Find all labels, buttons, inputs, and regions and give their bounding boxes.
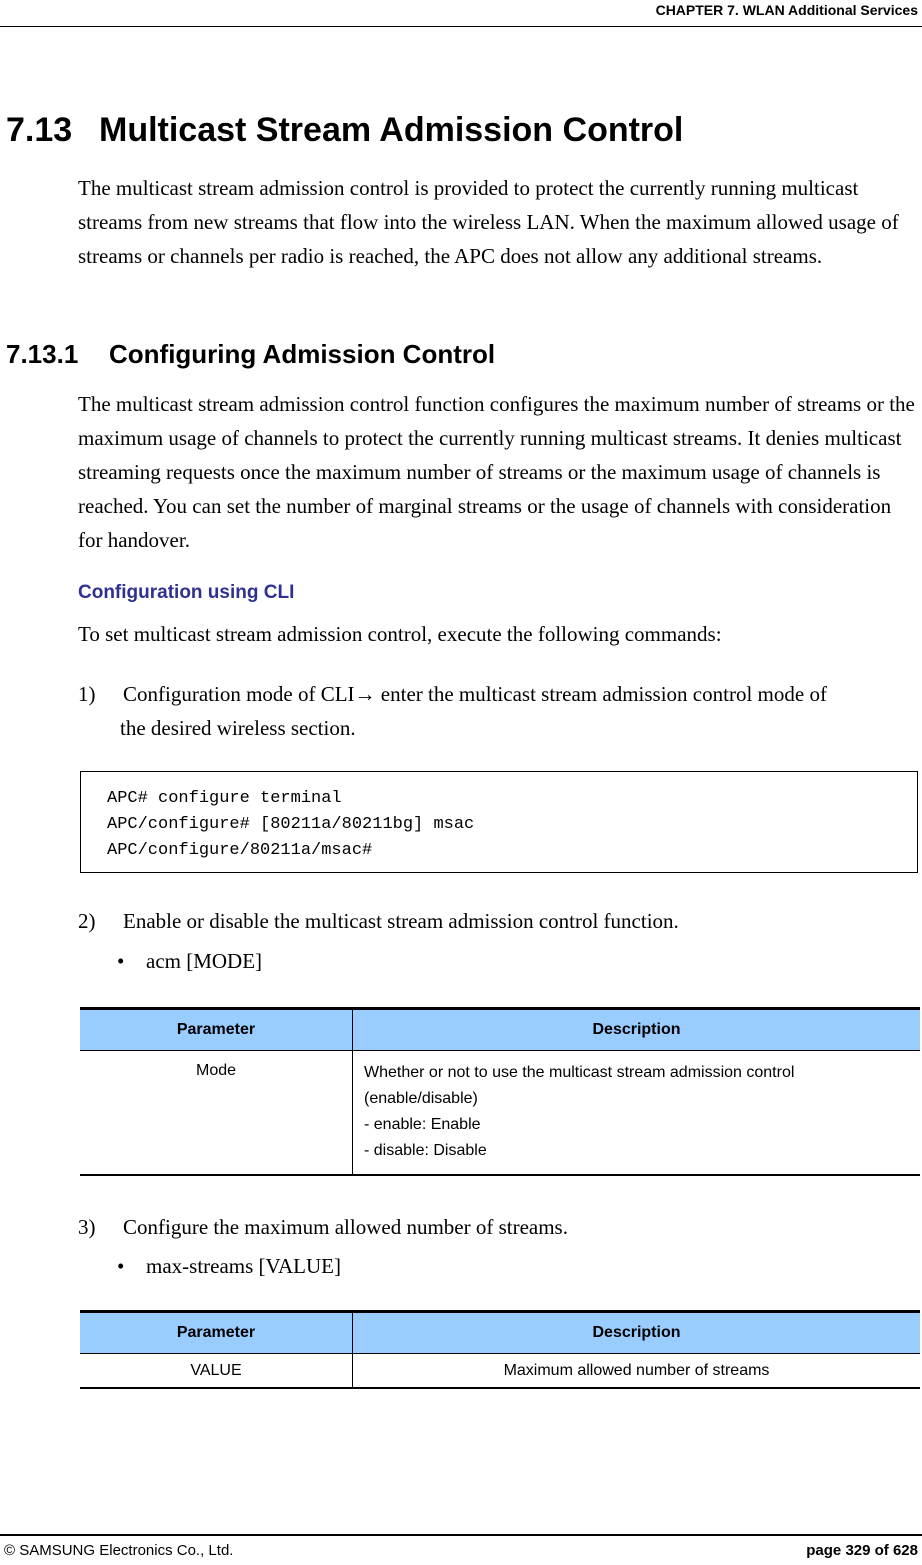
page-number: page 329 of 628 <box>806 1542 918 1559</box>
copyright: © SAMSUNG Electronics Co., Ltd. <box>4 1542 234 1559</box>
table-row <box>80 1354 920 1389</box>
subsection-heading <box>6 339 495 370</box>
step-1-number: 1) <box>78 682 96 706</box>
parameter-table-acm <box>80 1007 920 1176</box>
code-line: APC/configure/80211a/msac# <box>107 841 373 860</box>
subsection-number: 7.13.1 <box>6 339 79 369</box>
step-1-text: Configuration mode of CLI→ enter the multicast stream admission control mode of <box>123 682 827 706</box>
cli-heading: Configuration using CLI <box>78 582 295 603</box>
bullet-icon: • <box>117 949 125 973</box>
chapter-header: CHAPTER 7. WLAN Additional Services <box>655 2 918 18</box>
bullet-icon: • <box>117 1254 125 1278</box>
table-row <box>80 1051 920 1176</box>
subsection-intro: The multicast stream admission control function configures the maximum number of streams or the maximum usage of channels to protect the currently running multicast streams. It denies multicast streaming requests once the maximum number of streams or the maximum usage of channels is reached. You can set the number of marginal streams or the usage of channels with consideration for handover. <box>78 392 915 552</box>
column-header-parameter: Parameter <box>80 1009 353 1051</box>
section-heading <box>6 111 683 150</box>
code-line: APC# configure terminal <box>107 789 342 808</box>
section-number: 7.13 <box>6 111 73 149</box>
parameter-table-max-streams <box>80 1310 920 1389</box>
step-3-number: 3) <box>78 1215 96 1239</box>
cli-intro: To set multicast stream admission control, execute the following commands: <box>78 622 722 646</box>
cli-code-block <box>80 771 918 873</box>
step-3-text: Configure the maximum allowed number of streams. <box>123 1215 568 1239</box>
description-cell: Maximum allowed number of streams <box>353 1354 921 1389</box>
code-line: APC/configure# [80211a/80211bg] msac <box>107 815 475 834</box>
command-syntax: max-streams [VALUE] <box>146 1254 341 1278</box>
step-2-number: 2) <box>78 909 96 933</box>
param-cell: Mode <box>80 1051 353 1176</box>
description-line: Whether or not to use the multicast stream admission control <box>364 1064 795 1081</box>
description-line: (enable/disable) <box>364 1090 478 1107</box>
step-2-bullet <box>117 949 262 974</box>
section-intro: The multicast stream admission control is provided to protect the currently running multicast streams from new streams that flow into the wireless LAN. When the maximum allowed usage of streams or channels per radio is reached, the APC does not allow any additional streams. <box>78 176 899 268</box>
step-2-text: Enable or disable the multicast stream admission control function. <box>123 909 679 933</box>
description-cell <box>353 1051 921 1176</box>
command-syntax: acm [MODE] <box>146 949 263 973</box>
description-line: - disable: Disable <box>364 1142 487 1159</box>
step-1-text-continued: the desired wireless section. <box>120 716 356 740</box>
column-header-parameter: Parameter <box>80 1312 353 1354</box>
subsection-title: Configuring Admission Control <box>109 339 496 369</box>
step-3-bullet <box>117 1254 341 1279</box>
description-line: - enable: Enable <box>364 1116 481 1133</box>
step-2 <box>78 904 908 938</box>
step-3 <box>78 1210 908 1244</box>
column-header-description: Description <box>353 1312 921 1354</box>
step-1 <box>78 677 908 745</box>
header-divider <box>0 26 922 27</box>
footer-divider <box>0 1534 922 1536</box>
section-title: Multicast Stream Admission Control <box>99 111 684 149</box>
param-cell: VALUE <box>80 1354 353 1389</box>
column-header-description: Description <box>353 1009 921 1051</box>
